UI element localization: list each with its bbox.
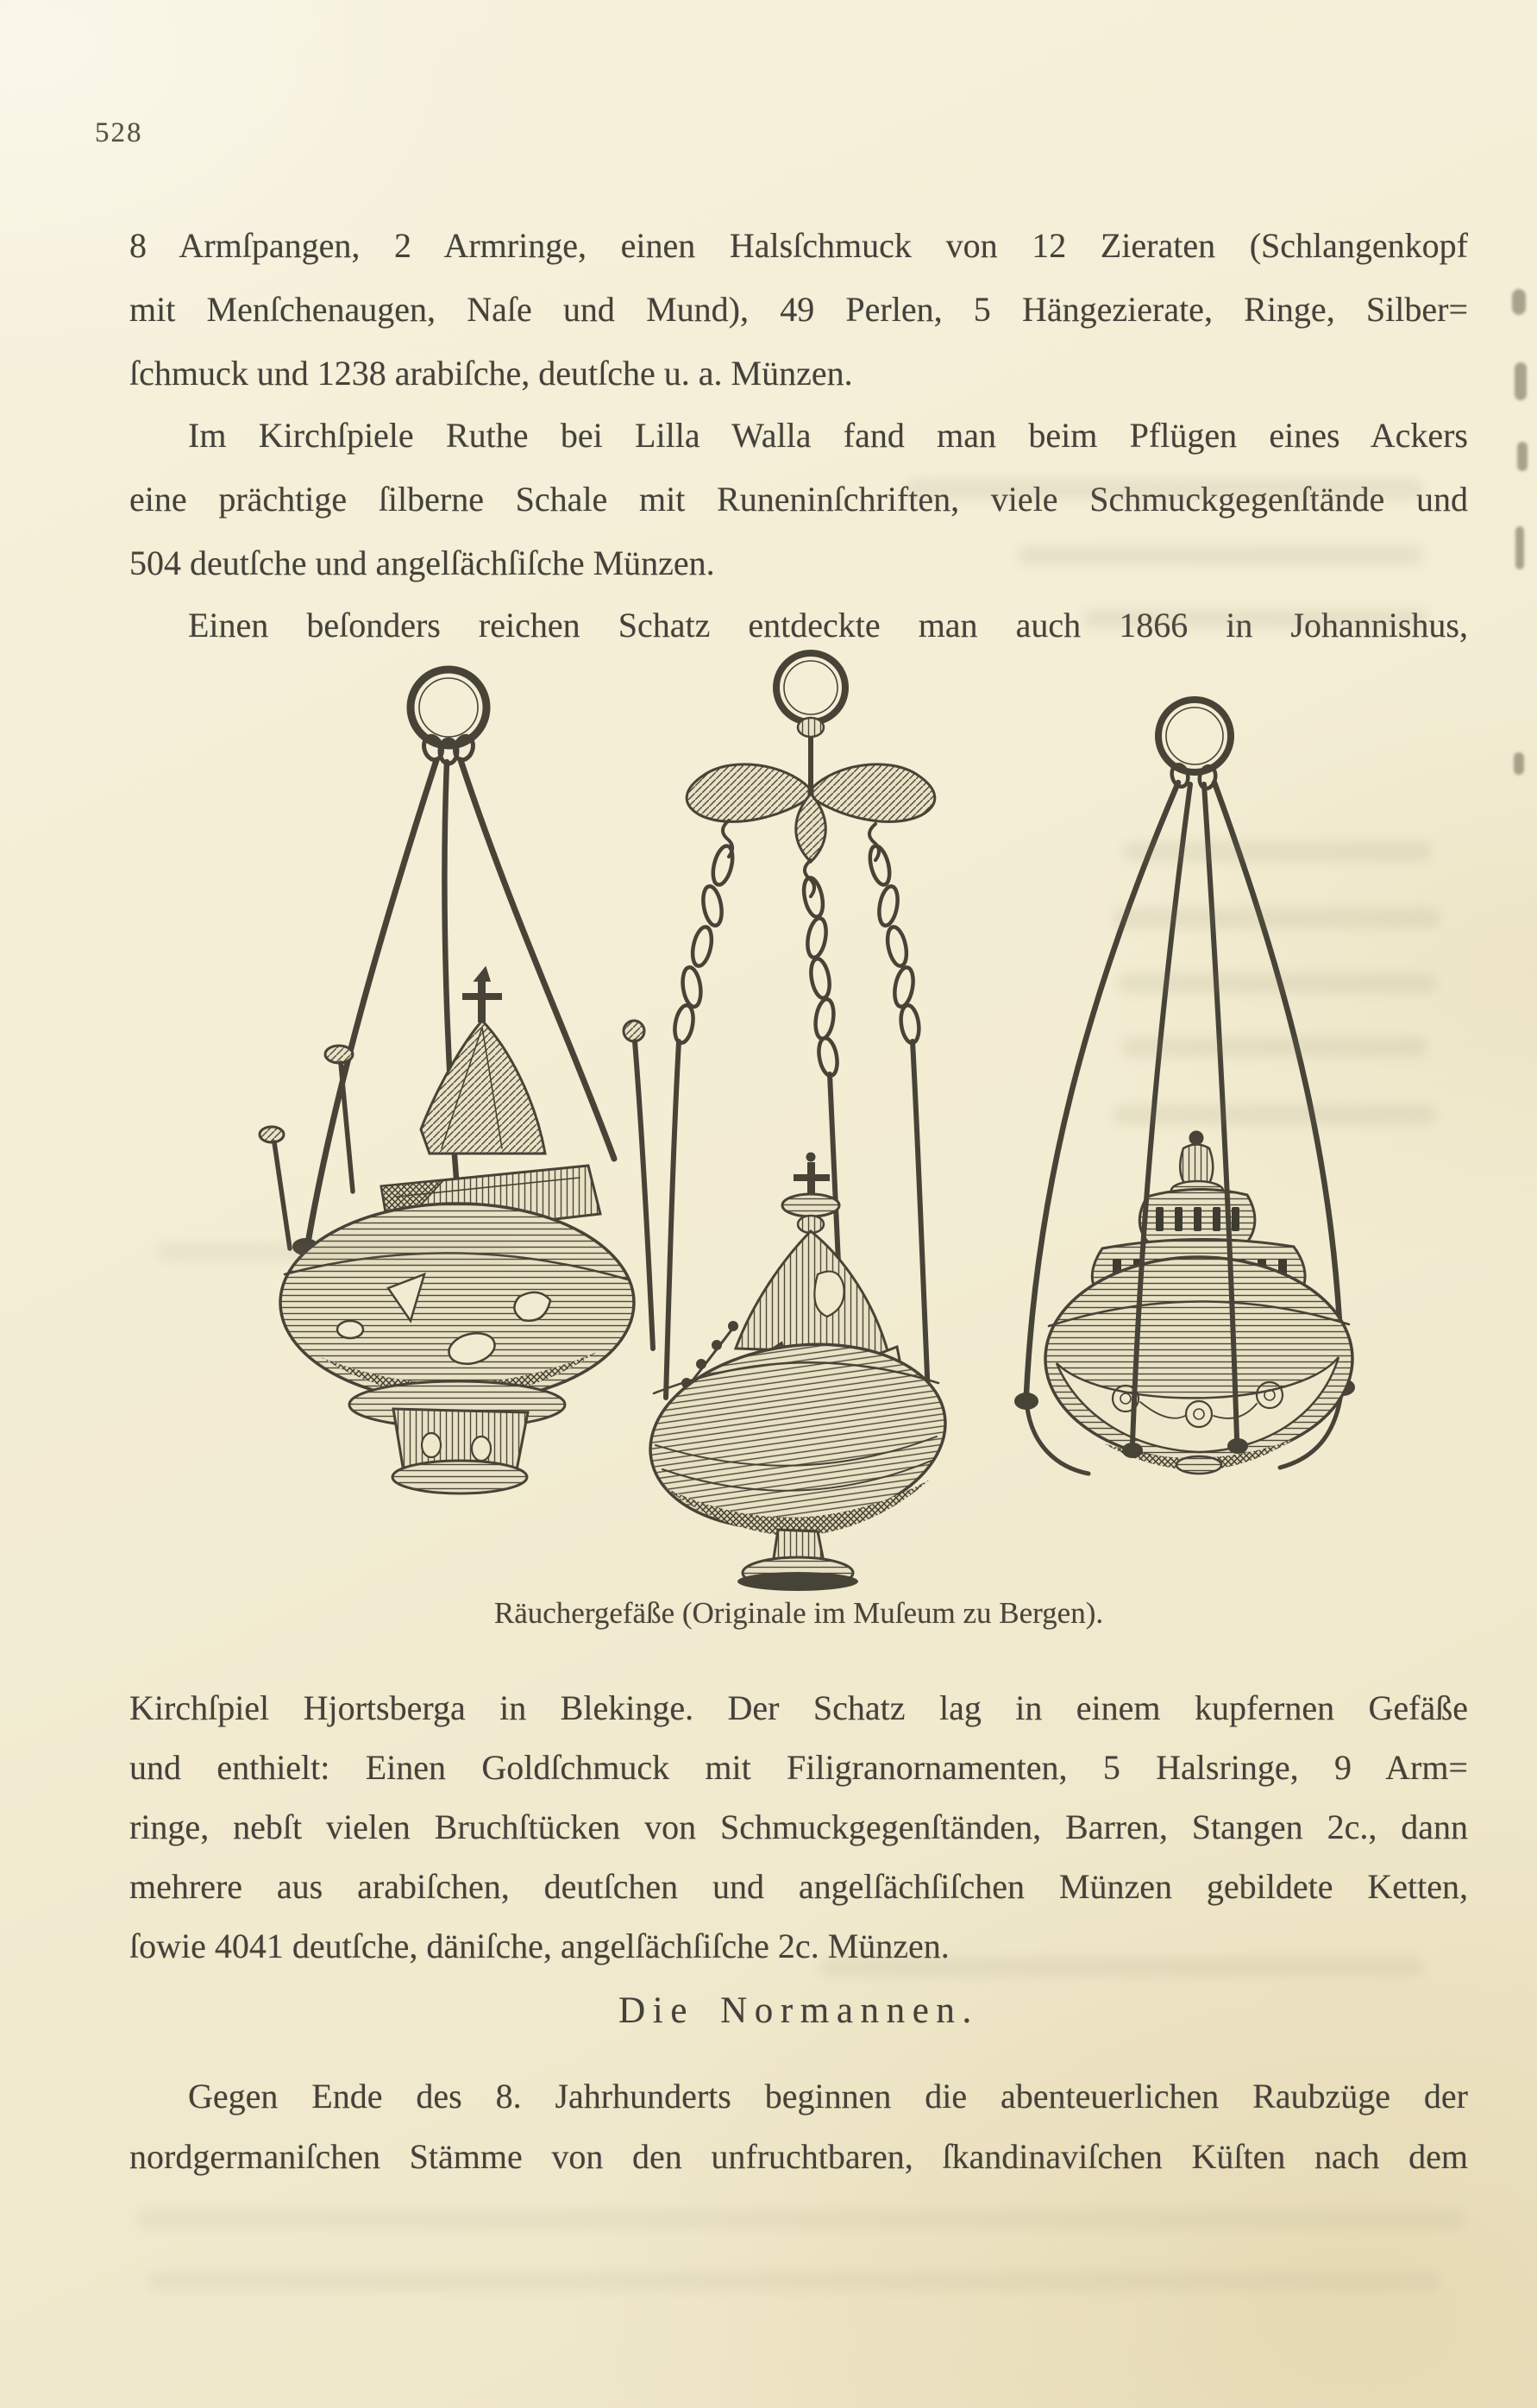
bleed-through-artifact xyxy=(1121,841,1432,862)
bleed-through-artifact xyxy=(1018,545,1423,565)
bleed-through-artifact xyxy=(1113,908,1440,928)
body-text-line: ſowie 4041 deutſche, däniſche, angelſächſiſche 2c. Münzen. xyxy=(129,1927,950,1965)
bleed-through-artifact xyxy=(1082,609,1427,628)
page-edge-ink-mark xyxy=(1515,526,1524,569)
censer-right xyxy=(1015,700,1354,1474)
paragraph-normannen-intro xyxy=(129,2066,1468,2187)
section-heading-die-normannen: Die Normannen. xyxy=(618,1990,979,2031)
bleed-through-artifact xyxy=(138,2209,1466,2229)
bleed-through-artifact xyxy=(1113,1104,1436,1125)
bleed-through-artifact xyxy=(1118,973,1437,993)
censer-middle xyxy=(638,653,957,1591)
censer-left xyxy=(260,670,653,1493)
body-text-line: ſchmuck und 1238 arabiſche, deutſche u. a. Münzen. xyxy=(129,354,853,393)
bleed-through-artifact xyxy=(1121,1037,1427,1057)
body-text-line: mehrere aus arabiſchen, deutſchen und angelſächſiſchen Münzen gebildete Ketten, xyxy=(129,1867,1468,1906)
body-text-line: Einen beſonders reichen Schatz entdeckte man auch 1866 in Johannishus, xyxy=(188,606,1468,644)
body-text-line: mit Menſchenaugen, Naſe und Mund), 49 Perlen, 5 Hängezierate, Ringe, Silber= xyxy=(129,290,1468,329)
paragraph-treasure-list xyxy=(129,214,1468,406)
bleed-through-artifact xyxy=(147,2271,1440,2292)
body-text-line: nordgermaniſchen Stämme von den unfruchtbaren, ſkandinaviſchen Küſten nach dem xyxy=(129,2137,1468,2176)
paragraph-kirchspiele-ruthe xyxy=(129,404,1468,595)
figure-caption: Räuchergefäße (Originale im Muſeum zu Bergen). xyxy=(493,1596,1104,1630)
bleed-through-artifact xyxy=(155,1242,518,1262)
bleed-through-artifact xyxy=(819,1957,1423,1977)
body-text-line: 8 Armſpangen, 2 Armringe, einen Halsſchmuck von 12 Zieraten (Schlangenkopf xyxy=(129,226,1468,265)
body-text-line: und enthielt: Einen Goldſchmuck mit Filigranornamenten, 5 Halsringe, 9 Arm= xyxy=(129,1748,1468,1787)
paragraph-hjortsberga xyxy=(129,1678,1468,1976)
page-edge-ink-mark xyxy=(1512,289,1526,315)
page-edge-ink-mark xyxy=(1515,362,1527,400)
page-edge-ink-mark xyxy=(1514,752,1524,775)
body-text-line: Kirchſpiel Hjortsberga in Blekinge. Der Schatz lag in einem kupfernen Gefäße xyxy=(129,1688,1468,1727)
page-number: 528 xyxy=(95,117,143,148)
body-text-line: eine prächtige ſilberne Schale mit Runeninſchriften, viele Schmuckgegenſtände und xyxy=(129,480,1468,519)
body-text-line: ringe, nebſt vielen Bruchſtücken von Schmuckgegenſtänden, Barren, Stangen 2c., dann xyxy=(129,1808,1468,1846)
bleed-through-artifact xyxy=(906,479,1423,500)
body-text-line: Gegen Ende des 8. Jahrhunderts beginnen die abenteuerlichen Raubzüge der xyxy=(188,2077,1468,2116)
body-text-line: 504 deutſche und angelſächſiſche Münzen. xyxy=(129,544,715,582)
page-edge-ink-mark xyxy=(1517,442,1528,471)
body-text-line: Im Kirchſpiele Ruthe bei Lilla Walla fand man beim Pflügen eines Ackers xyxy=(188,416,1468,455)
